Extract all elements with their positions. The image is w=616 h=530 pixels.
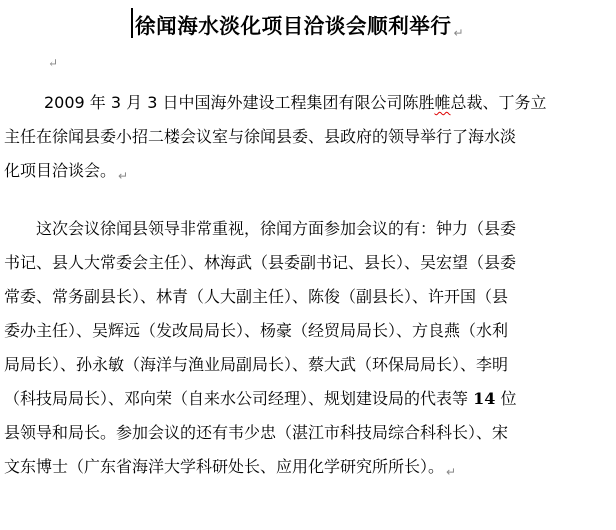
p2-line-8-text: 文东博士（广东省海洋大学科研处长、应用化学研究所所长）。 xyxy=(4,457,445,476)
p1-line-1-tail: 总裁、丁务立 xyxy=(450,93,547,112)
p2-line-6-tail: 位 xyxy=(495,389,517,408)
p2-line-7[interactable]: 县领导和局长。参加会议的还有韦少忠（湛江市科技局综合科科长）、宋 xyxy=(4,423,509,442)
p1-line-2[interactable]: 主任在徐闻县委小招二楼会议室与徐闻县委、县政府的领导举行了海水淡 xyxy=(4,127,517,146)
p2-line-5[interactable]: 局局长）、孙永敏（海洋与渔业局副局长）、蔡大武（环保局局长）、李明 xyxy=(4,355,509,374)
title-text: 徐闻海水淡化项目洽谈会顺利举行 xyxy=(135,14,452,38)
paragraph-mark-icon: ↵ xyxy=(453,26,465,40)
p2-line-1[interactable]: 这次会议徐闻县领导非常重视，徐闻方面参加会议的有：钟力（县委 xyxy=(36,219,517,238)
p2-count-number: 14 xyxy=(473,389,496,408)
p2-line-6-text: （科技局局长）、邓向荣（自来水公司经理）、规划建设局的代表等 xyxy=(4,389,474,408)
p2-line-2[interactable]: 书记、县人大常委会主任）、林海武（县委副书记、县长）、吴宏望（县委 xyxy=(4,253,517,272)
p1-line-1-text: 2009 年 3 月 3 日中国海外建设工程集团有限公司陈胜 xyxy=(44,93,435,112)
empty-paragraph-mark-icon: ↵ xyxy=(48,56,59,70)
p2-line-3[interactable]: 常委、常务副县长）、林青（人大副主任）、陈俊（副县长）、许开国（县 xyxy=(4,287,509,306)
p2-line-4[interactable]: 委办主任）、吴辉远（发改局局长）、杨豪（经贸局局长）、方良燕（水利 xyxy=(4,321,509,340)
paragraph-mark-icon: ↵ xyxy=(118,169,129,183)
p1-spellcheck-word: 帷 xyxy=(434,93,451,112)
p1-line-3[interactable] xyxy=(4,158,616,189)
p1-line-1[interactable] xyxy=(44,90,616,116)
paragraph-mark-icon: ↵ xyxy=(446,465,457,479)
p2-line-8[interactable] xyxy=(4,454,616,485)
p1-line-3-text: 化项目洽谈会。 xyxy=(4,161,117,180)
title-row xyxy=(0,6,616,40)
p2-line-6[interactable] xyxy=(4,386,616,412)
text-cursor xyxy=(131,8,133,38)
document-title[interactable] xyxy=(135,9,464,40)
